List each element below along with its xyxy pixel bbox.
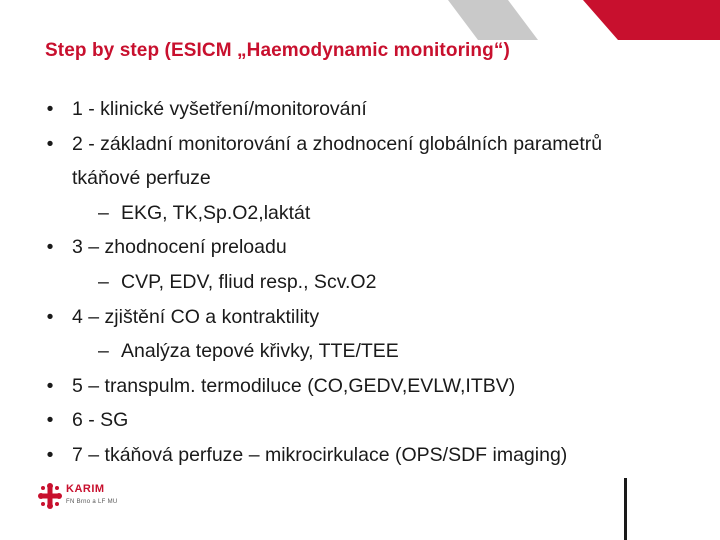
bullet-text: EKG, TK,Sp.O2,laktát: [121, 201, 311, 224]
logo-subtitle: FN Brno a LF MU: [66, 499, 118, 505]
bullet-item: [42, 92, 682, 127]
bullet-marker: •: [46, 236, 54, 259]
dash-marker: –: [98, 201, 109, 224]
bullet-item: [42, 369, 682, 404]
bullet-marker: •: [46, 443, 54, 466]
dash-marker: –: [98, 340, 109, 363]
bullet-item: [42, 127, 682, 162]
bullet-item: [42, 438, 682, 473]
footer-divider: [624, 478, 627, 540]
dash-marker: –: [98, 270, 109, 293]
corner-gray-band: [448, 0, 538, 40]
bullet-marker: •: [46, 305, 54, 328]
bullet-item: [42, 300, 682, 335]
bullet-text: 2 - základní monitorování a zhodnocení globálních parametrů: [72, 132, 603, 155]
logo-name: KARIM: [66, 483, 105, 495]
bullet-list: [42, 92, 682, 473]
bullet-item: [42, 161, 682, 196]
bullet-item: [42, 403, 682, 438]
bullet-text: tkáňové perfuze: [72, 167, 211, 190]
sub-bullet-item: [42, 196, 682, 231]
bullet-text: CVP, EDV, fliud resp., Scv.O2: [121, 270, 377, 293]
sub-bullet-item: [42, 265, 682, 300]
bullet-item: [42, 230, 682, 265]
corner-red-band: [583, 0, 720, 40]
bullet-text: 4 – zjištění CO a kontraktility: [72, 305, 320, 328]
sub-bullet-item: [42, 334, 682, 369]
corner-decoration: [0, 0, 720, 40]
bullet-marker: •: [46, 132, 54, 155]
bullet-text: 3 – zhodnocení preloadu: [72, 236, 287, 259]
bullet-marker: •: [46, 374, 54, 397]
slide-title: Step by step (ESICM „Haemodynamic monitoring“): [45, 40, 510, 61]
bullet-text: 5 – transpulm. termodiluce (CO,GEDV,EVLW,ITBV): [72, 374, 516, 397]
bullet-text: 6 - SG: [72, 409, 129, 432]
bullet-text: Analýza tepové křivky, TTE/TEE: [121, 340, 399, 363]
bullet-marker: •: [46, 98, 54, 120]
bullet-marker: •: [46, 409, 54, 432]
bullet-text: 1 - klinické vyšetření/monitorování: [72, 98, 367, 120]
bullet-text: 7 – tkáňová perfuze – mikrocirkulace (OPS/SDF imaging): [72, 443, 568, 466]
